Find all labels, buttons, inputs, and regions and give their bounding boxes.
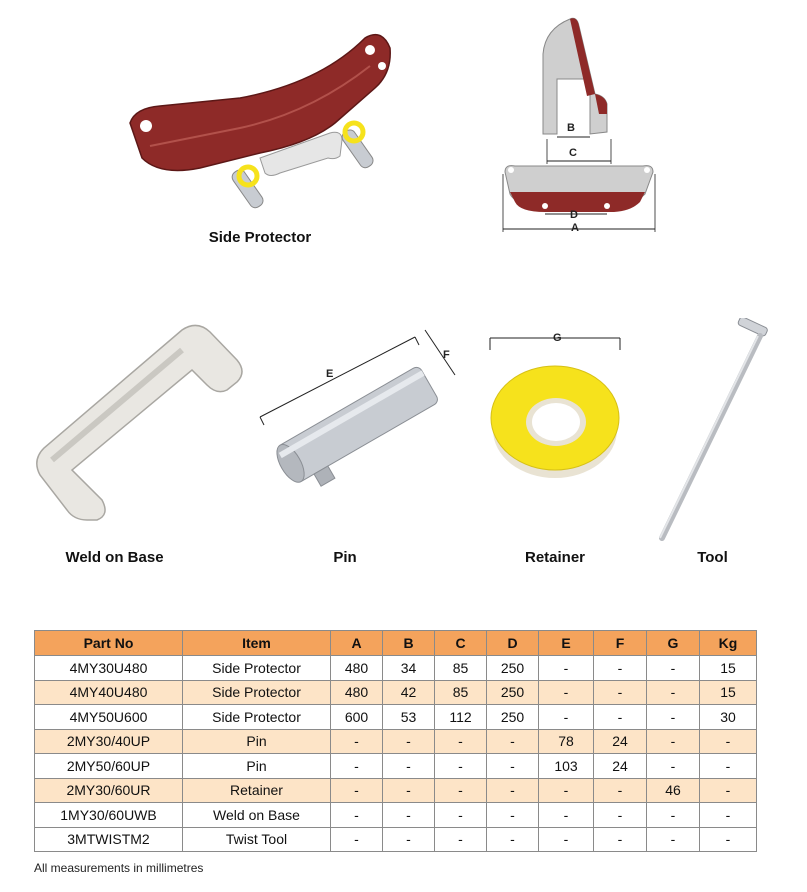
dim-label-d: D <box>570 209 578 221</box>
cell-item: Weld on Base <box>183 803 331 828</box>
cell-d: - <box>487 754 539 779</box>
cell-a: - <box>331 778 383 803</box>
cell-e: - <box>539 705 594 730</box>
cell-item: Pin <box>183 729 331 754</box>
caption-retainer: Retainer <box>524 549 586 566</box>
cell-a: - <box>331 729 383 754</box>
cell-part-no: 4MY30U480 <box>35 656 183 681</box>
cell-item: Side Protector <box>183 656 331 681</box>
cell-f: - <box>594 680 647 705</box>
cell-part-no: 3MTWISTM2 <box>35 827 183 852</box>
cell-part-no: 4MY40U480 <box>35 680 183 705</box>
cell-d: - <box>487 827 539 852</box>
cell-c: 85 <box>435 656 487 681</box>
table-row <box>35 729 757 754</box>
cell-part-no: 2MY30/40UP <box>35 729 183 754</box>
cell-g: - <box>647 656 700 681</box>
cell-a: - <box>331 754 383 779</box>
cell-d: - <box>487 729 539 754</box>
cell-part-no: 2MY30/60UR <box>35 778 183 803</box>
dim-label-e: E <box>326 368 334 380</box>
cell-g: - <box>647 705 700 730</box>
side-protector-image <box>120 28 410 218</box>
dim-label-f: F <box>443 349 450 361</box>
cell-c: - <box>435 827 487 852</box>
cell-e: - <box>539 803 594 828</box>
cell-kg: 15 <box>700 656 757 681</box>
cell-a: - <box>331 803 383 828</box>
cell-d: - <box>487 778 539 803</box>
table-row <box>35 754 757 779</box>
caption-pin: Pin <box>333 549 357 566</box>
table-row <box>35 705 757 730</box>
cell-g: - <box>647 803 700 828</box>
table-row <box>35 803 757 828</box>
cell-e: 78 <box>539 729 594 754</box>
cell-b: - <box>383 778 435 803</box>
table-row <box>35 827 757 852</box>
cell-a: 600 <box>331 705 383 730</box>
cell-d: - <box>487 803 539 828</box>
cell-d: 250 <box>487 680 539 705</box>
cell-item: Pin <box>183 754 331 779</box>
cell-d: 250 <box>487 656 539 681</box>
retainer-image <box>480 330 630 485</box>
header-item: Item <box>183 631 331 656</box>
dim-label-c: C <box>569 147 577 159</box>
cell-part-no: 2MY50/60UP <box>35 754 183 779</box>
cell-part-no: 1MY30/60UWB <box>35 803 183 828</box>
cell-a: 480 <box>331 680 383 705</box>
cell-c: - <box>435 729 487 754</box>
cell-e: - <box>539 680 594 705</box>
cell-d: 250 <box>487 705 539 730</box>
caption-weld-on-base: Weld on Base <box>65 549 164 566</box>
dim-label-a: A <box>571 222 579 234</box>
cell-c: 112 <box>435 705 487 730</box>
cell-e: 103 <box>539 754 594 779</box>
cell-part-no: 4MY50U600 <box>35 705 183 730</box>
cell-f: - <box>594 778 647 803</box>
cell-kg: 15 <box>700 680 757 705</box>
weld-on-base-image <box>32 320 247 525</box>
cell-kg: - <box>700 803 757 828</box>
cell-f: 24 <box>594 729 647 754</box>
cell-kg: - <box>700 778 757 803</box>
specification-table <box>34 630 757 852</box>
caption-side-protector: Side Protector <box>208 229 312 246</box>
cell-c: - <box>435 778 487 803</box>
cell-c: - <box>435 803 487 828</box>
header-a: A <box>331 631 383 656</box>
cell-g: - <box>647 754 700 779</box>
header-c: C <box>435 631 487 656</box>
dimension-diagram <box>495 14 665 239</box>
pin-image <box>255 325 465 500</box>
cell-f: - <box>594 827 647 852</box>
table-row <box>35 680 757 705</box>
table-row <box>35 656 757 681</box>
dim-label-b: B <box>567 122 575 134</box>
cell-g: - <box>647 729 700 754</box>
cell-kg: 30 <box>700 705 757 730</box>
cell-c: - <box>435 754 487 779</box>
dim-label-g: G <box>553 332 562 344</box>
cell-a: 480 <box>331 656 383 681</box>
cell-b: - <box>383 729 435 754</box>
cell-item: Twist Tool <box>183 827 331 852</box>
cell-b: 53 <box>383 705 435 730</box>
cell-f: - <box>594 803 647 828</box>
cell-b: - <box>383 827 435 852</box>
cell-g: - <box>647 827 700 852</box>
cell-b: 42 <box>383 680 435 705</box>
cell-b: - <box>383 803 435 828</box>
tool-image <box>650 318 790 546</box>
cell-f: 24 <box>594 754 647 779</box>
table-row <box>35 778 757 803</box>
cell-a: - <box>331 827 383 852</box>
cell-g: - <box>647 680 700 705</box>
cell-kg: - <box>700 754 757 779</box>
header-d: D <box>487 631 539 656</box>
cell-item: Retainer <box>183 778 331 803</box>
cell-kg: - <box>700 729 757 754</box>
table-header-row <box>35 631 757 656</box>
footnote: All measurements in millimetres <box>34 861 204 875</box>
cell-b: - <box>383 754 435 779</box>
caption-tool: Tool <box>697 549 728 566</box>
header-f: F <box>594 631 647 656</box>
header-e: E <box>539 631 594 656</box>
cell-c: 85 <box>435 680 487 705</box>
cell-f: - <box>594 705 647 730</box>
header-kg: Kg <box>700 631 757 656</box>
header-b: B <box>383 631 435 656</box>
cell-b: 34 <box>383 656 435 681</box>
cell-g: 46 <box>647 778 700 803</box>
cell-item: Side Protector <box>183 680 331 705</box>
header-g: G <box>647 631 700 656</box>
cell-f: - <box>594 656 647 681</box>
cell-kg: - <box>700 827 757 852</box>
cell-item: Side Protector <box>183 705 331 730</box>
cell-e: - <box>539 778 594 803</box>
cell-e: - <box>539 827 594 852</box>
cell-e: - <box>539 656 594 681</box>
header-part-no: Part No <box>35 631 183 656</box>
